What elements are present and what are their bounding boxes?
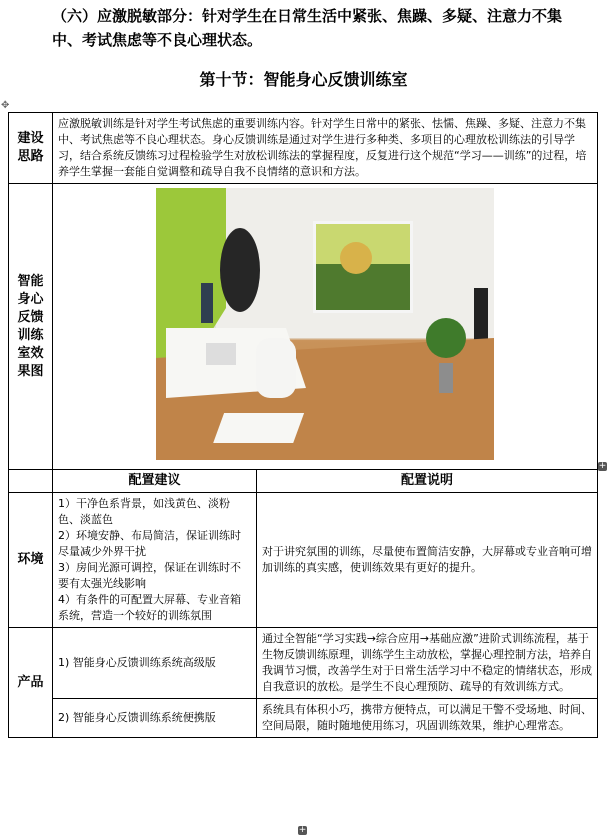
table-header-row (9, 470, 598, 493)
env-items (53, 493, 257, 628)
explain-header: 配置说明 (257, 470, 598, 493)
env-row (9, 493, 598, 628)
env-explain: 对于讲究氛围的训练，尽量使布置简洁安静，大屏幕或专业音响可增加训练的真实感，使训练效果有更好的提升。 (257, 493, 598, 628)
plus-icon[interactable]: + (598, 461, 607, 471)
design-text: 应激脱敏训练是针对学生考试焦虑的重要训练内容。针对学生日常中的紧张、怯懦、焦躁、多疑、注意力不集中、考试焦虑等不良心理状态。身心反馈训练是通过对学生进行多种类、多项目的心理放松训练法的引导学习，结合系统反馈练习过程检验学生对放松训练法的掌握程度，反复进行这个规范“学习——训练”的过程，培养学生掌握一套能自觉调整和疏导自我不良情绪的意识和方法。 (53, 113, 598, 184)
design-label: 建设思路 (9, 113, 53, 184)
sub-heading: 第十节：智能身心反馈训练室 (199, 70, 408, 89)
product-desc: 系统具有体积小巧，携带方便特点，可以满足干警不受场地、时间、空间局限，随时随地使用练习，巩固训练效果，维护心理常态。 (257, 699, 598, 738)
design-row (9, 113, 598, 184)
env-item: 4）有条件的可配置大屏幕、专业音箱系统，营造一个较好的训练氛围 (58, 593, 241, 622)
product-name: 2) 智能身心反馈训练系统便携版 (53, 699, 257, 738)
product-desc: 通过全智能“学习实践→综合应用→基础应激”进阶式训练流程，基于生物反馈训练原理，训练学生主动放松，掌握心理控制方法，培养自我调节习惯，改善学生对于日常生活学习中不稳定的情绪状态，形成自我意识的放松。是学生不良心理预防、疏导的有效训练方式。 (257, 628, 598, 699)
training-room-image (156, 188, 494, 460)
env-item: 3）房间光源可调控，保证在训练时不要有太强光线影响 (58, 561, 241, 590)
effect-row (9, 184, 598, 470)
product-row-2 (9, 699, 598, 738)
config-header: 配置建议 (53, 470, 257, 493)
env-label: 环境 (9, 493, 53, 628)
env-item: 1）干净色系背景，如浅黄色、淡粉色、淡蓝色 (58, 497, 230, 526)
product-row-1 (9, 628, 598, 699)
env-item: 2）环境安静、布局简洁，保证训练时尽量减少外界干扰 (58, 529, 241, 558)
product-label: 产品 (9, 628, 53, 738)
config-table (8, 112, 598, 738)
plus-icon[interactable]: + (298, 825, 307, 835)
product-name: 1) 智能身心反馈训练系统高级版 (53, 628, 257, 699)
section-heading: （六）应激脱敏部分：针对学生在日常生活中紧张、焦躁、多疑、注意力不集中、考试焦虑等不良心理状态。 (52, 7, 563, 49)
move-handle-icon[interactable]: ✥ (1, 100, 10, 111)
effect-label: 智能身心反馈训练室效果图 (9, 184, 53, 470)
